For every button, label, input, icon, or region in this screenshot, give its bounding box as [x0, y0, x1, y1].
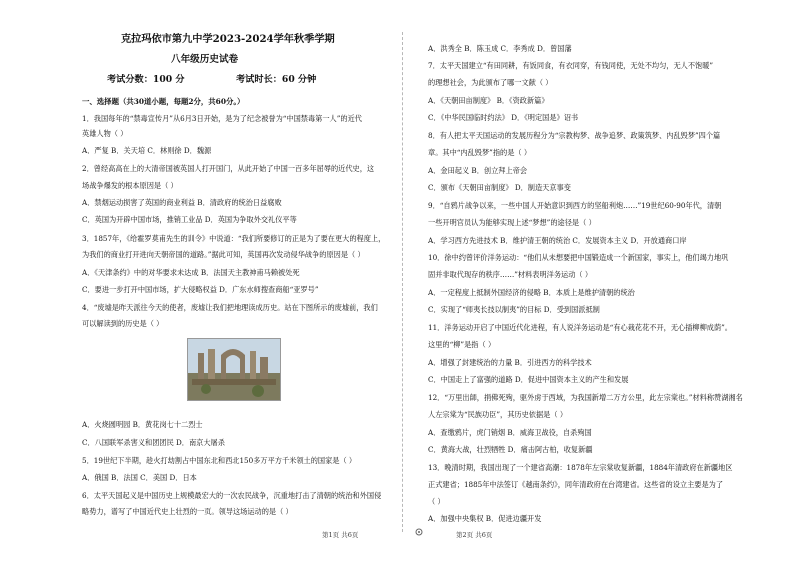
text-line: 8．有人把太平天国运动的发展历程分为“宗教构梦、战争追梦、政策筑梦、内乱毁梦”四个篇 [428, 131, 721, 140]
text-line: 9．“自鸦片战争以来，一些中国人开始意识到西方的坚船利炮……”19世纪60-90年代，清朝 [428, 201, 722, 210]
text-line: 正式建省；1885年中法签订《越南条约》，同年清政府在台湾建省。这些省的设立主要是为了 [428, 480, 724, 489]
option-line: C．黄海大战，壮烈牺牲 D．痛击阿古柏，收复新疆 [428, 445, 593, 454]
right-page [404, 0, 794, 561]
text-line: 1．我国每年的“禁毒宣传月”从6月3日开始，是为了纪念被誉为“中国禁毒第一人”的近代 [82, 114, 362, 123]
text-line: 12．“万里出師，捐佛死殉，驱外虏于西域，为我国新增二万方公里，此左宗棠也。”材料称赞湖湘名 [428, 393, 743, 402]
option-line: A．俄国 B．法国 C．美国 D．日本 [82, 473, 197, 482]
text-line: 章。其中“内乱毁梦”指的是（ ） [428, 148, 532, 157]
option-line: A．金田起义 B．创立拜上帝会 [428, 166, 528, 175]
option-line: A．一定程度上抵制外国经济的侵略 B．本质上是维护清朝的统治 [428, 288, 635, 297]
option-line: A．洪秀全 B．陈玉成 C．李秀成 D．曾国藩 [428, 44, 572, 53]
ruins-illustration [188, 339, 280, 400]
text-line: 略势力，谱写了中国近代史上壮烈的一页。领导这场运动的是（ ） [82, 507, 293, 516]
circle-icon [415, 528, 423, 536]
option-line: C．《中华民国临时约法》 D．《明定国是》诏书 [428, 113, 579, 122]
text-line: 5．19世纪下半期，趁火打劫割占中国东北和西北150多万平方千米领土的国家是（ ） [82, 456, 357, 465]
text-line: 2．曾经高高在上的大清帝国被英国人打开国门，从此开始了中国一百多年屈辱的近代史，这 [82, 164, 375, 173]
text-line: 可以解读到的历史是（ ） [82, 319, 164, 328]
option-line: A．查缴鸦片，虎门销烟 B．威海卫战役，自杀殉国 [428, 428, 592, 437]
footer-page-number: 第2页 共6页 [456, 531, 493, 539]
footer-page-number: 第1页 共6页 [322, 531, 359, 539]
option-line: A．禁烟运动损害了英国的商业利益 B．清政府的统治日益腐败 [82, 198, 282, 207]
text-line: （ ） [428, 497, 445, 506]
option-line: C．要进一步打开中国市场，扩大侵略权益 D．广东水师搜查商船“亚罗号” [82, 285, 319, 294]
text-line: 人左宗棠为“民族功臣”，其历史依据是（ ） [428, 410, 568, 419]
text-line: 10．徐中约曾评价洋务运动：“他们从未想要把中国锻造成一个新国家，事实上，他们竭力地巩 [428, 253, 729, 262]
text-line: 固并非取代现存的秩序……”材料表明洋务运动（ ） [428, 270, 593, 279]
exam-score: 考试分数：100 分 [107, 74, 185, 85]
text-line: 6．太平天国起义是中国历史上规模最宏大的一次农民战争，沉重地打击了清朝的统治和外国侵 [82, 491, 382, 500]
section-heading: 一、选择题（共30道小题，每题2分，共60分。） [82, 97, 245, 106]
text-line: 为我们的商业打开进向天朝帝国的道路。”据此可知，英国再次发动侵华战争的原因是（ ） [82, 250, 365, 259]
text-line: 13．晚清时期，我国出现了一个建省高潮：1878年左宗棠收复新疆，1884年清政府在新疆地区 [428, 463, 733, 472]
option-line: A．《天津条约》中的对华要求未达成 B．法国天主教神甫马赖被处死 [82, 268, 300, 277]
option-line: A．学习西方先进技术 B．维护清王朝的统治 C．发展资本主义 D．开放通商口岸 [428, 236, 687, 245]
option-line: A．《天朝田亩制度》 B．《资政新篇》 [428, 96, 549, 105]
ruins-photo [187, 338, 281, 401]
text-line: 3．1857年，《给霍罗莫甫先生的训令》中说道：“我们所要修订的正是为了要在更大的程度上， [82, 234, 386, 243]
option-line: A．增强了封建统治的力量 B．引进西方的科学技术 [428, 358, 592, 367]
option-line: A．火烧圆明园 B．黄花岗七十二烈士 [82, 420, 203, 429]
text-line: 11．洋务运动开启了中国近代化进程，有人说洋务运动是“有心栽花花不开，无心插柳柳成荫”。 [428, 323, 732, 332]
option-line: A．加强中央集权 B．促进边疆开发 [428, 514, 542, 523]
column-divider [402, 32, 403, 532]
option-line: C．八国联军杀害义和团团民 D．南京大屠杀 [82, 438, 225, 447]
text-line: 一些开明官员认为能够实现上述“梦想”的途径是（ ） [428, 218, 596, 227]
text-line: 场战争爆发的根本原因是（ ） [82, 181, 178, 190]
option-line: C．中国走上了富强的道路 D．促进中国资本主义的产生和发展 [428, 375, 629, 384]
text-line: 7．太平天国建立“有田同耕，有饭同食，有衣同穿，有钱同使，无处不均匀，无人不饱暖” [428, 61, 714, 70]
option-line: C．实现了“师夷长技以制夷”的目标 D．受到国派抵制 [428, 305, 600, 314]
exam-time: 考试时长：60 分钟 [236, 74, 317, 85]
exam-title: 克拉玛依市第九中学2023-2024学年秋季学期 [121, 33, 335, 45]
text-line: 4．“废墟是昨天派往今天的使者，废墟让我们把地理读成历史。站在下图所示的废墟前，我们 [82, 303, 378, 312]
exam-subtitle: 八年级历史试卷 [171, 54, 239, 65]
option-line: A．严复 B．关天培 C．林则徐 D．魏源 [82, 146, 212, 155]
text-line: 这里的“柳”是指（ ） [428, 340, 496, 349]
text-line: 的理想社会，为此颁布了哪一文献（ ） [428, 78, 553, 87]
text-line: 英雄人物（ ） [82, 129, 128, 138]
option-line: C．英国为开辟中国市场，推销工业品 D．英国为争取外交礼仪平等 [82, 215, 297, 224]
option-line: C．颁布《天朝田亩制度》 D．制造天京事变 [428, 183, 571, 192]
